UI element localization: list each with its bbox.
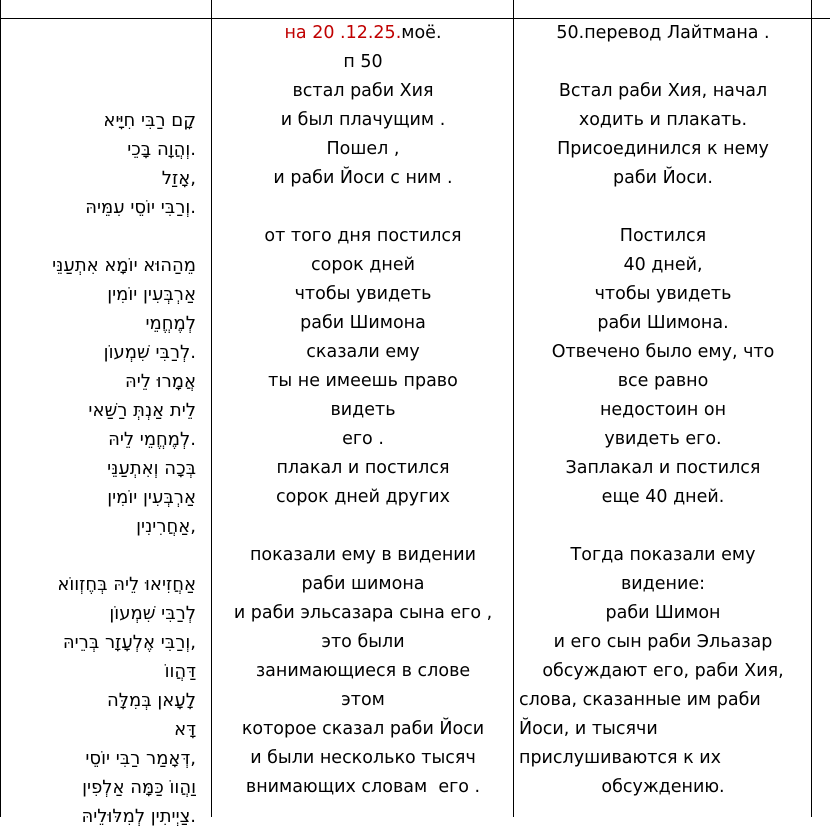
hebrew-line (14, 541, 196, 570)
hebrew-line: אֲמָרוּ לֵיהּ (124, 371, 196, 392)
laitman-translation-line: раби Йоси. (613, 168, 713, 188)
laitman-translation-line: слова, сказанные им раби (519, 690, 761, 710)
laitman-translation-line: Отвечено было ему, что (551, 342, 775, 362)
my-translation-column (214, 19, 512, 802)
laitman-translation-header: 50.перевод Лайтмана . (556, 23, 770, 43)
hebrew-line: בְּכָה וְאִתְעַנֵּי (107, 458, 196, 479)
laitman-translation-line: видение: (620, 574, 706, 594)
header-suffix: моё. (401, 23, 442, 43)
laitman-translation-line: обсуждению. (601, 777, 725, 797)
hebrew-line (14, 77, 196, 106)
hebrew-line: לְרַבִּי שִׁמְעוֹן (109, 603, 196, 624)
laitman-translation-line (515, 193, 811, 222)
my-translation-line: п 50 (343, 52, 383, 72)
hebrew-line (14, 19, 196, 48)
hebrew-column (14, 19, 196, 831)
laitman-translation-line: обсуждают его, раби Хия, (542, 661, 784, 681)
my-translation-line (214, 512, 512, 541)
my-translation-line: и раби Йоси с ним . (273, 168, 453, 188)
laitman-translation-line (515, 48, 811, 77)
laitman-translation-line: Постился (619, 226, 707, 246)
my-translation-line: этом (341, 690, 385, 710)
laitman-translation-line: еще 40 дней. (601, 487, 725, 507)
hebrew-line: לְמֶחֱמֵי (145, 313, 196, 334)
hebrew-line: .וְהֲוָה בָּכֵי (127, 139, 196, 160)
column-divider-2 (513, 0, 514, 817)
column-divider-3 (811, 0, 812, 817)
my-translation-line (214, 193, 512, 222)
laitman-translation-line: все равно (617, 371, 709, 391)
laitman-translation-line: 40 дней, (623, 255, 703, 275)
my-translation-line: встал раби Хия (292, 81, 434, 101)
hebrew-line: אַחֲזִיאוּ לֵיהּ בְּחֶזְווֹא (57, 574, 196, 595)
hebrew-line: .לְמֶחֱמֵי לֵיהּ (108, 429, 196, 450)
left-border (0, 0, 1, 817)
my-translation-line: видеть (330, 400, 396, 420)
my-translation-line: сказали ему (306, 342, 420, 362)
my-translation-line: его . (342, 429, 384, 449)
hebrew-line: .לְרַבִּי שִׁמְעוֹן (103, 342, 196, 363)
my-translation-line: занимающиеся в слове (255, 661, 471, 681)
hebrew-line (14, 222, 196, 251)
laitman-translation-line: увидеть его. (604, 429, 722, 449)
hebrew-line: .צַיְיתִין לְמִלּוּלֵיהּ (81, 806, 196, 827)
hebrew-line: לָעָאן בְּמִלָּה (107, 690, 196, 711)
my-translation-line: и был плачущим . (280, 110, 446, 130)
laitman-translation-line: Встал раби Хия, начал (558, 81, 768, 101)
header-date: на 20 .12.25. (284, 23, 402, 43)
laitman-translation-line: прислушиваются к их (519, 748, 722, 768)
hebrew-line: קָם רַבִּי חִיָּיא (103, 110, 196, 131)
hebrew-line: דַּהֲווֹ (164, 661, 196, 682)
laitman-translation-line: и его сын раби Эльазар (553, 632, 773, 652)
my-translation-line: и были несколько тысяч (250, 748, 476, 768)
column-divider-1 (211, 0, 212, 817)
hebrew-line: אַרְבְּעִין יוֹמִין (107, 284, 196, 305)
my-translation-line: сорок дней других (275, 487, 450, 507)
hebrew-line: מֵהַהוּא יוֹמָא אִתְעַנֵּי (52, 255, 196, 276)
my-translation-line: которое сказал раби Йоси (241, 719, 485, 739)
laitman-translation-line: ходить и плакать. (578, 110, 748, 130)
my-translation-line: и раби эльсазара сына его , (233, 603, 493, 623)
laitman-translation-line: Тогда показали ему (570, 545, 756, 565)
my-translation-line: раби Шимона (300, 313, 426, 333)
laitman-translation-line: раби Шимона. (597, 313, 729, 333)
my-translation-line: сорок дней (311, 255, 415, 275)
laitman-translation-line: Йоси, и тысячи (519, 719, 658, 739)
laitman-translation-line: недостоин он (599, 400, 727, 420)
hebrew-line: ,אַחֲרִינִין (136, 516, 196, 537)
laitman-translation-line: чтобы увидеть (594, 284, 732, 304)
laitman-translation-line: раби Шимон (605, 603, 721, 623)
my-translation-line: чтобы увидеть (294, 284, 432, 304)
laitman-translation-line: Присоединился к нему (557, 139, 769, 159)
my-translation-line: это были (321, 632, 405, 652)
my-translation-line: внимающих словам его . (245, 777, 481, 797)
my-translation-line: от того дня постился (264, 226, 462, 246)
hebrew-line: אַרְבְּעִין יוֹמִין (107, 487, 196, 508)
hebrew-line: ,וְרַבִּי אֶלְעָזָר בְּרֵיהּ (62, 632, 196, 653)
laitman-translation-line (515, 512, 811, 541)
hebrew-line: דָּא (174, 719, 196, 740)
my-translation-line: плакал и постился (276, 458, 450, 478)
hebrew-line (14, 48, 196, 77)
hebrew-line: ,דְּאָמַר רַבִּי יוֹסֵי (85, 748, 196, 769)
my-translation-line: Пошел , (326, 139, 400, 159)
laitman-translation-line: Заплакал и постился (565, 458, 761, 478)
my-translation-line: раби шимона (301, 574, 425, 594)
hebrew-line: לֵית אַנְתְּ רַשַּׁאי (88, 400, 196, 421)
laitman-translation-column (515, 19, 811, 802)
hebrew-line: וַהֲווֹ כַּמָּה אַלְפִין (82, 777, 196, 798)
hebrew-line: .וְרַבִּי יוֹסֵי עִמֵּיהּ (85, 197, 196, 218)
my-translation-line: показали ему в видении (249, 545, 477, 565)
hebrew-line: ,אָזַל (161, 168, 196, 189)
my-translation-header (214, 19, 512, 48)
my-translation-line: ты не имеешь право (268, 371, 458, 391)
